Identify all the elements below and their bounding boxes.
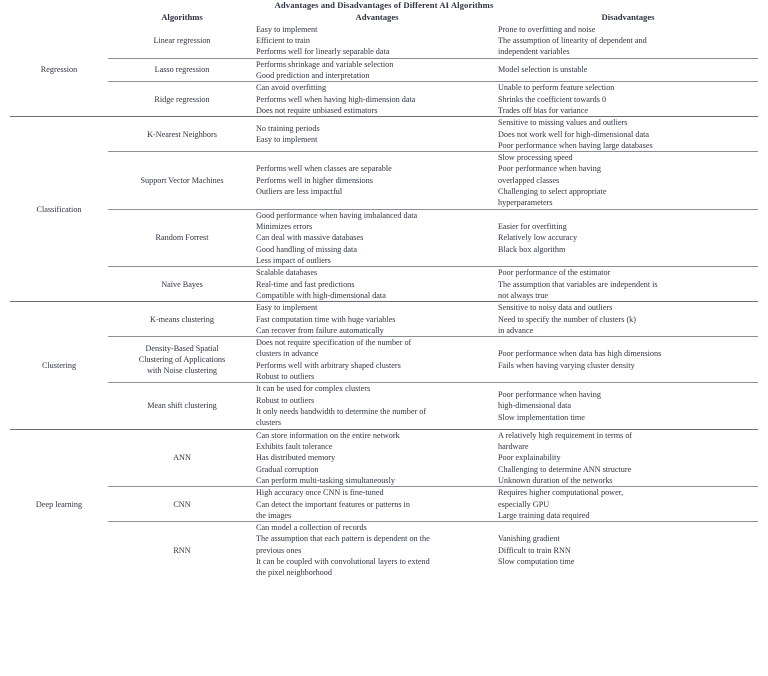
table-row	[10, 487, 758, 522]
disadvantages-list	[498, 82, 758, 116]
text-line: Scalable databases	[256, 268, 318, 278]
text-line: Random Forrest	[155, 233, 209, 243]
algorithm-name-text	[108, 400, 256, 411]
category-label-clustering: Clustering	[10, 302, 108, 429]
disadvantages-list	[498, 267, 758, 301]
advantages-list	[256, 24, 498, 58]
algorithm-name-text	[108, 314, 256, 325]
table-row	[10, 58, 758, 82]
algorithm-name	[108, 337, 256, 383]
disadvantages-cell	[498, 337, 758, 383]
text-line: Good performance when having imbalanced data	[256, 210, 418, 220]
text-line: Density-Based Spatial	[145, 343, 219, 353]
text-line: Can perform multi-tasking simultaneously	[256, 475, 395, 485]
text-line: Poor performance when data has high dimensions	[498, 349, 662, 359]
text-line: It can be coupled with convolutional layers to extend	[256, 557, 430, 567]
disadvantages-cell	[498, 522, 758, 579]
column-header-advantages: Advantages	[355, 11, 399, 22]
disadvantages-cell	[498, 24, 758, 58]
table-title-row	[10, 0, 758, 12]
column-header-disadvantages: Disadvantages	[601, 11, 655, 22]
disadvantages-cell	[498, 117, 758, 152]
advantages-cell	[256, 487, 498, 522]
text-line: Compatible with high-dimensional data	[256, 290, 386, 300]
disadvantages-cell	[498, 58, 758, 82]
advantages-cell	[256, 24, 498, 58]
text-line: Unable to perform feature selection	[498, 83, 615, 93]
disadvantages-list	[498, 348, 758, 371]
text-line: Slow processing speed	[498, 153, 573, 163]
text-line: Trades off bias for variance	[498, 105, 589, 115]
text-line: Performs well with arbitrary shaped clusters	[256, 360, 401, 370]
text-line: high-dimensional data	[498, 401, 571, 411]
advantages-list	[256, 123, 498, 146]
text-line: previous ones	[256, 545, 302, 555]
table-row	[10, 267, 758, 302]
text-line: Black box algorithm	[498, 244, 566, 254]
text-line: Naïve Bayes	[161, 279, 203, 289]
text-line: The assumption that variables are independent is	[498, 279, 658, 289]
advantages-cell	[256, 209, 498, 267]
algorithm-name-text	[108, 279, 256, 290]
algorithm-name	[108, 487, 256, 522]
text-line: Vanishing gradient	[498, 534, 560, 544]
disadvantages-list	[498, 302, 758, 336]
disadvantages-cell	[498, 383, 758, 429]
disadvantages-cell	[498, 82, 758, 117]
text-line: Can model a collection of records	[256, 523, 367, 533]
algorithm-name-text	[108, 94, 256, 105]
disadvantages-cell	[498, 429, 758, 487]
algorithm-name-text	[108, 129, 256, 140]
advantages-list	[256, 82, 498, 116]
text-line: Poor performance when having	[498, 164, 601, 174]
text-line: ANN	[173, 453, 191, 463]
algorithm-name-text	[108, 545, 256, 556]
algorithm-name	[108, 302, 256, 337]
table-row	[10, 209, 758, 267]
text-line: Slow implementation time	[498, 412, 585, 422]
text-line: Performs well when having high-dimension data	[256, 94, 416, 104]
category-label-classification: Classification	[10, 117, 108, 302]
disadvantages-list	[498, 221, 758, 255]
text-line: It can be used for complex clusters	[256, 384, 371, 394]
disadvantages-list	[498, 152, 758, 209]
algorithm-name	[108, 117, 256, 152]
text-line: A relatively high requirement in terms of	[498, 430, 633, 440]
disadvantages-cell	[498, 267, 758, 302]
text-line: hyperparameters	[498, 198, 553, 208]
disadvantages-list	[498, 64, 758, 75]
text-line: independent variables	[498, 47, 570, 57]
disadvantages-cell	[498, 152, 758, 210]
text-line: Can deal with massive databases	[256, 233, 364, 243]
text-line: Poor performance when having large databases	[498, 140, 653, 150]
algorithm-name	[108, 429, 256, 487]
advantages-list	[256, 487, 498, 521]
category-label-regression: Regression	[40, 65, 78, 75]
text-line: Does not work well for high-dimensional data	[498, 129, 649, 139]
text-line: It only needs bandwidth to determine the number of	[256, 407, 427, 417]
text-line: not always true	[498, 290, 549, 300]
text-line: Minimizes errors	[256, 222, 313, 232]
table-row	[10, 302, 758, 337]
advantages-cell	[256, 152, 498, 210]
algorithm-name	[108, 209, 256, 267]
text-line: clusters	[256, 418, 282, 428]
text-line: Robust to outliers	[256, 372, 315, 382]
algorithm-name-text	[108, 343, 256, 377]
text-line: Can detect the important features or patterns in	[256, 499, 410, 509]
text-line: Poor explainability	[498, 453, 561, 463]
text-line: Unknown duration of the networks	[498, 475, 613, 485]
advantages-cell	[256, 302, 498, 337]
text-line: Robust to outliers	[256, 395, 315, 405]
text-line: Easy to implement	[256, 135, 318, 145]
table-row	[10, 383, 758, 429]
text-line: Can avoid overfitting	[256, 83, 327, 93]
text-line: Performs well when classes are separable	[256, 164, 392, 174]
text-line: Easy to implement	[256, 303, 318, 313]
text-line: Requires higher computational power,	[498, 488, 624, 498]
text-line: clusters in advance	[256, 349, 319, 359]
algorithm-name	[108, 82, 256, 117]
advantages-list	[256, 522, 498, 579]
algorithm-name	[108, 267, 256, 302]
text-line: Fast computation time with huge variables	[256, 314, 396, 324]
text-line: K-Nearest Neighbors	[147, 129, 217, 139]
algorithm-name-text	[108, 499, 256, 510]
text-line: especially GPU	[498, 499, 550, 509]
text-line: Challenging to determine ANN structure	[498, 464, 632, 474]
text-line: Support Vector Machines	[140, 175, 224, 185]
text-line: Ridge regression	[154, 94, 210, 104]
text-line: Performs well for linearly separable data	[256, 47, 390, 57]
algorithm-name-text	[108, 232, 256, 243]
algorithm-name	[108, 383, 256, 429]
text-line: Relatively low accuracy	[498, 233, 578, 243]
text-line: Shrinks the coefficient towards 0	[498, 94, 607, 104]
algorithm-name-text	[108, 452, 256, 463]
advantages-cell	[256, 58, 498, 82]
advantages-list	[256, 267, 498, 301]
table-row	[10, 337, 758, 383]
disadvantages-list	[498, 117, 758, 151]
algorithm-name-text	[108, 35, 256, 46]
advantages-cell	[256, 267, 498, 302]
text-line: Linear regression	[153, 36, 211, 46]
table-row	[10, 522, 758, 579]
text-line: Sensitive to noisy data and outliers	[498, 303, 613, 313]
text-line: Exhibits fault tolerance	[256, 441, 333, 451]
disadvantages-list	[498, 389, 758, 423]
advantages-cell	[256, 429, 498, 487]
text-line: Difficult to train RNN	[498, 545, 571, 555]
advantages-cell	[256, 337, 498, 383]
text-line: Outliers are less impactful	[256, 187, 343, 197]
algorithm-name	[108, 24, 256, 58]
text-line: Challenging to select appropriate	[498, 187, 607, 197]
text-line: Real-time and fast predictions	[256, 279, 355, 289]
text-line: Poor performance when having	[498, 390, 601, 400]
text-line: Need to specify the number of clusters (k)	[498, 314, 637, 324]
text-line: Large training data required	[498, 510, 590, 520]
text-line: Slow computation time	[498, 557, 575, 567]
text-line: K-means clustering	[150, 314, 214, 324]
advantages-list	[256, 210, 498, 267]
disadvantages-list	[498, 487, 758, 521]
text-line: Easier for overfitting	[498, 222, 567, 232]
advantages-list	[256, 163, 498, 197]
table-row	[10, 117, 758, 152]
disadvantages-cell	[498, 487, 758, 522]
disadvantages-list	[498, 430, 758, 487]
text-line: Lasso regression	[154, 65, 210, 75]
text-line: Clustering of Applications	[138, 355, 226, 365]
text-line: with Noise clustering	[146, 366, 218, 376]
text-line: Good handling of missing data	[256, 244, 357, 254]
text-line: Gradual corruption	[256, 464, 319, 474]
text-line: hardware	[498, 441, 529, 451]
text-line: Easy to implement	[256, 24, 318, 34]
disadvantages-cell	[498, 302, 758, 337]
ai-algorithms-comparison-table	[10, 0, 758, 579]
table-title: Advantages and Disadvantages of Different AI Algorithms	[274, 0, 494, 10]
advantages-list	[256, 430, 498, 487]
text-line: CNN	[173, 499, 191, 509]
algorithm-name-text	[108, 64, 256, 75]
algorithm-name-text	[108, 175, 256, 186]
text-line: overlapped classes	[498, 175, 560, 185]
text-line: RNN	[173, 545, 191, 555]
advantages-cell	[256, 522, 498, 579]
table-row	[10, 82, 758, 117]
advantages-list	[256, 302, 498, 336]
column-header-algorithms: Algorithms	[161, 11, 203, 22]
text-line: Has distributed memory	[256, 453, 336, 463]
text-line: the pixel neighborhood	[256, 568, 332, 578]
disadvantages-list	[498, 24, 758, 58]
text-line: Prone to overfitting and noise	[498, 24, 596, 34]
table-row	[10, 429, 758, 487]
advantages-list	[256, 383, 498, 428]
disadvantages-list	[498, 533, 758, 567]
text-line: Does not require specification of the number of	[256, 338, 412, 348]
text-line: Poor performance of the estimator	[498, 268, 611, 278]
algorithm-name	[108, 152, 256, 210]
text-line: Can store information on the entire network	[256, 430, 400, 440]
advantages-list	[256, 59, 498, 82]
text-line: Mean shift clustering	[147, 401, 217, 411]
algorithm-name	[108, 522, 256, 579]
text-line: Can recover from failure automatically	[256, 325, 384, 335]
text-line: in advance	[498, 325, 534, 335]
algorithm-name	[108, 58, 256, 82]
advantages-cell	[256, 82, 498, 117]
category-label-deep-learning: Deep learning	[10, 429, 108, 579]
disadvantages-cell	[498, 209, 758, 267]
text-line: Good prediction and interpretation	[256, 70, 370, 80]
text-line: Does not require unbiased estimators	[256, 105, 378, 115]
text-line: Model selection is unstable	[498, 65, 588, 75]
text-line: Efficient to train	[256, 36, 310, 46]
text-line: the images	[256, 510, 292, 520]
text-line: Performs well in higher dimensions	[256, 175, 373, 185]
text-line: Performs shrinkage and variable selection	[256, 59, 394, 69]
text-line: Sensitive to missing values and outliers	[498, 118, 628, 128]
text-line: The assumption of linearity of dependent and	[498, 36, 647, 46]
text-line: No training periods	[256, 123, 320, 133]
text-line: High accuracy once CNN is fine-tuned	[256, 488, 384, 498]
table-row	[10, 24, 758, 58]
text-line: Fails when having varying cluster density	[498, 360, 635, 370]
column-header-category	[10, 12, 108, 24]
table-row	[10, 152, 758, 210]
advantages-cell	[256, 117, 498, 152]
table-header-row	[10, 12, 758, 24]
advantages-cell	[256, 383, 498, 429]
text-line: Less impact of outliers	[256, 255, 331, 265]
advantages-list	[256, 337, 498, 382]
text-line: The assumption that each pattern is dependent on the	[256, 534, 430, 544]
